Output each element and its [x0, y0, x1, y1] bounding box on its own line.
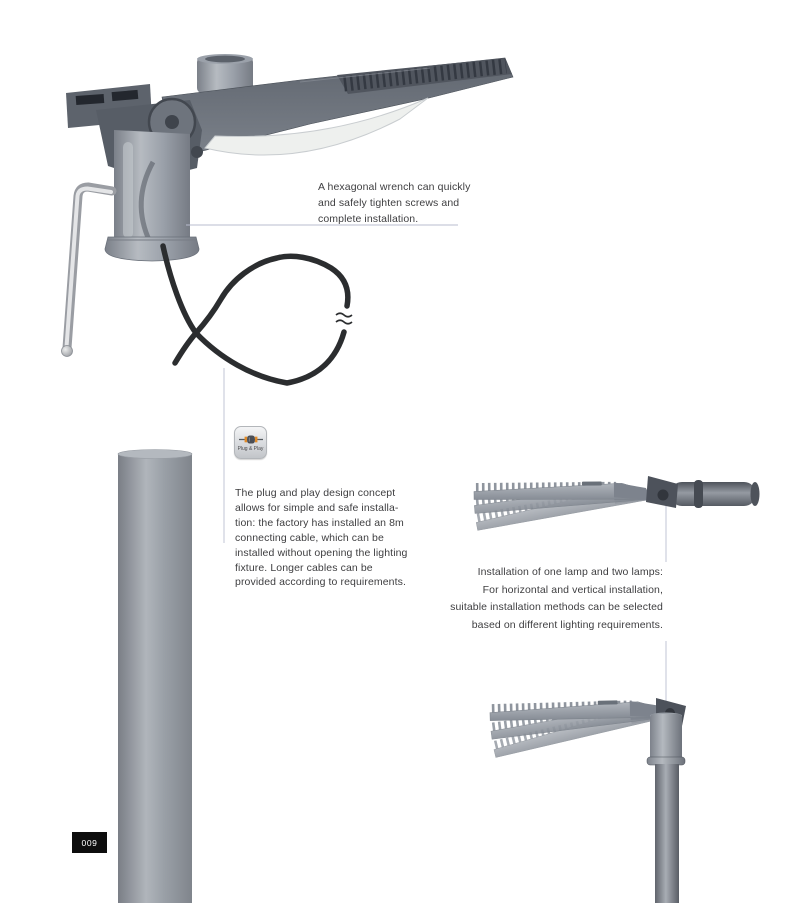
mounting-pole-illustration: [118, 450, 192, 903]
note-line: For horizontal and vertical installation,: [482, 583, 663, 596]
note-line: based on different lighting requirements.: [471, 618, 663, 631]
plug-badge-label: Plug & Play: [237, 446, 264, 452]
plug-icon: [239, 433, 263, 446]
note-line: suitable installation methods can be selected: [450, 601, 663, 613]
page-number-badge: 009: [72, 832, 107, 853]
street-lamp-illustration: [66, 54, 513, 261]
note-line: and safely tighten screws and: [318, 197, 460, 209]
connecting-cable-illustration: [163, 246, 352, 383]
cable-break-mark: [336, 313, 352, 324]
hex-wrench-illustration: [62, 187, 113, 357]
note-line: provided according to requirements.: [235, 576, 407, 589]
horizontal-installation-illustration: [474, 476, 760, 532]
hex-wrench-note: [318, 179, 470, 227]
note-line: A hexagonal wrench can quickly: [318, 181, 471, 193]
note-line: connecting cable, which can be: [235, 531, 384, 544]
plug-and-play-note: [235, 486, 408, 590]
note-line: tion: the factory has installed an 8m: [235, 516, 404, 529]
vertical-installation-illustration: [490, 698, 686, 903]
wrench-ball-end: [62, 346, 73, 357]
note-line: installed without opening the lighting: [235, 546, 408, 559]
note-line: complete installation.: [318, 213, 419, 225]
note-line: fixture. Longer cables can be: [235, 561, 373, 574]
plug-and-play-badge: [234, 426, 267, 459]
note-line: The plug and play design concept: [235, 487, 396, 499]
note-line: allows for simple and safe installa-: [235, 501, 399, 514]
note-line: Installation of one lamp and two lamps:: [477, 566, 663, 578]
installation-note: [450, 564, 663, 634]
